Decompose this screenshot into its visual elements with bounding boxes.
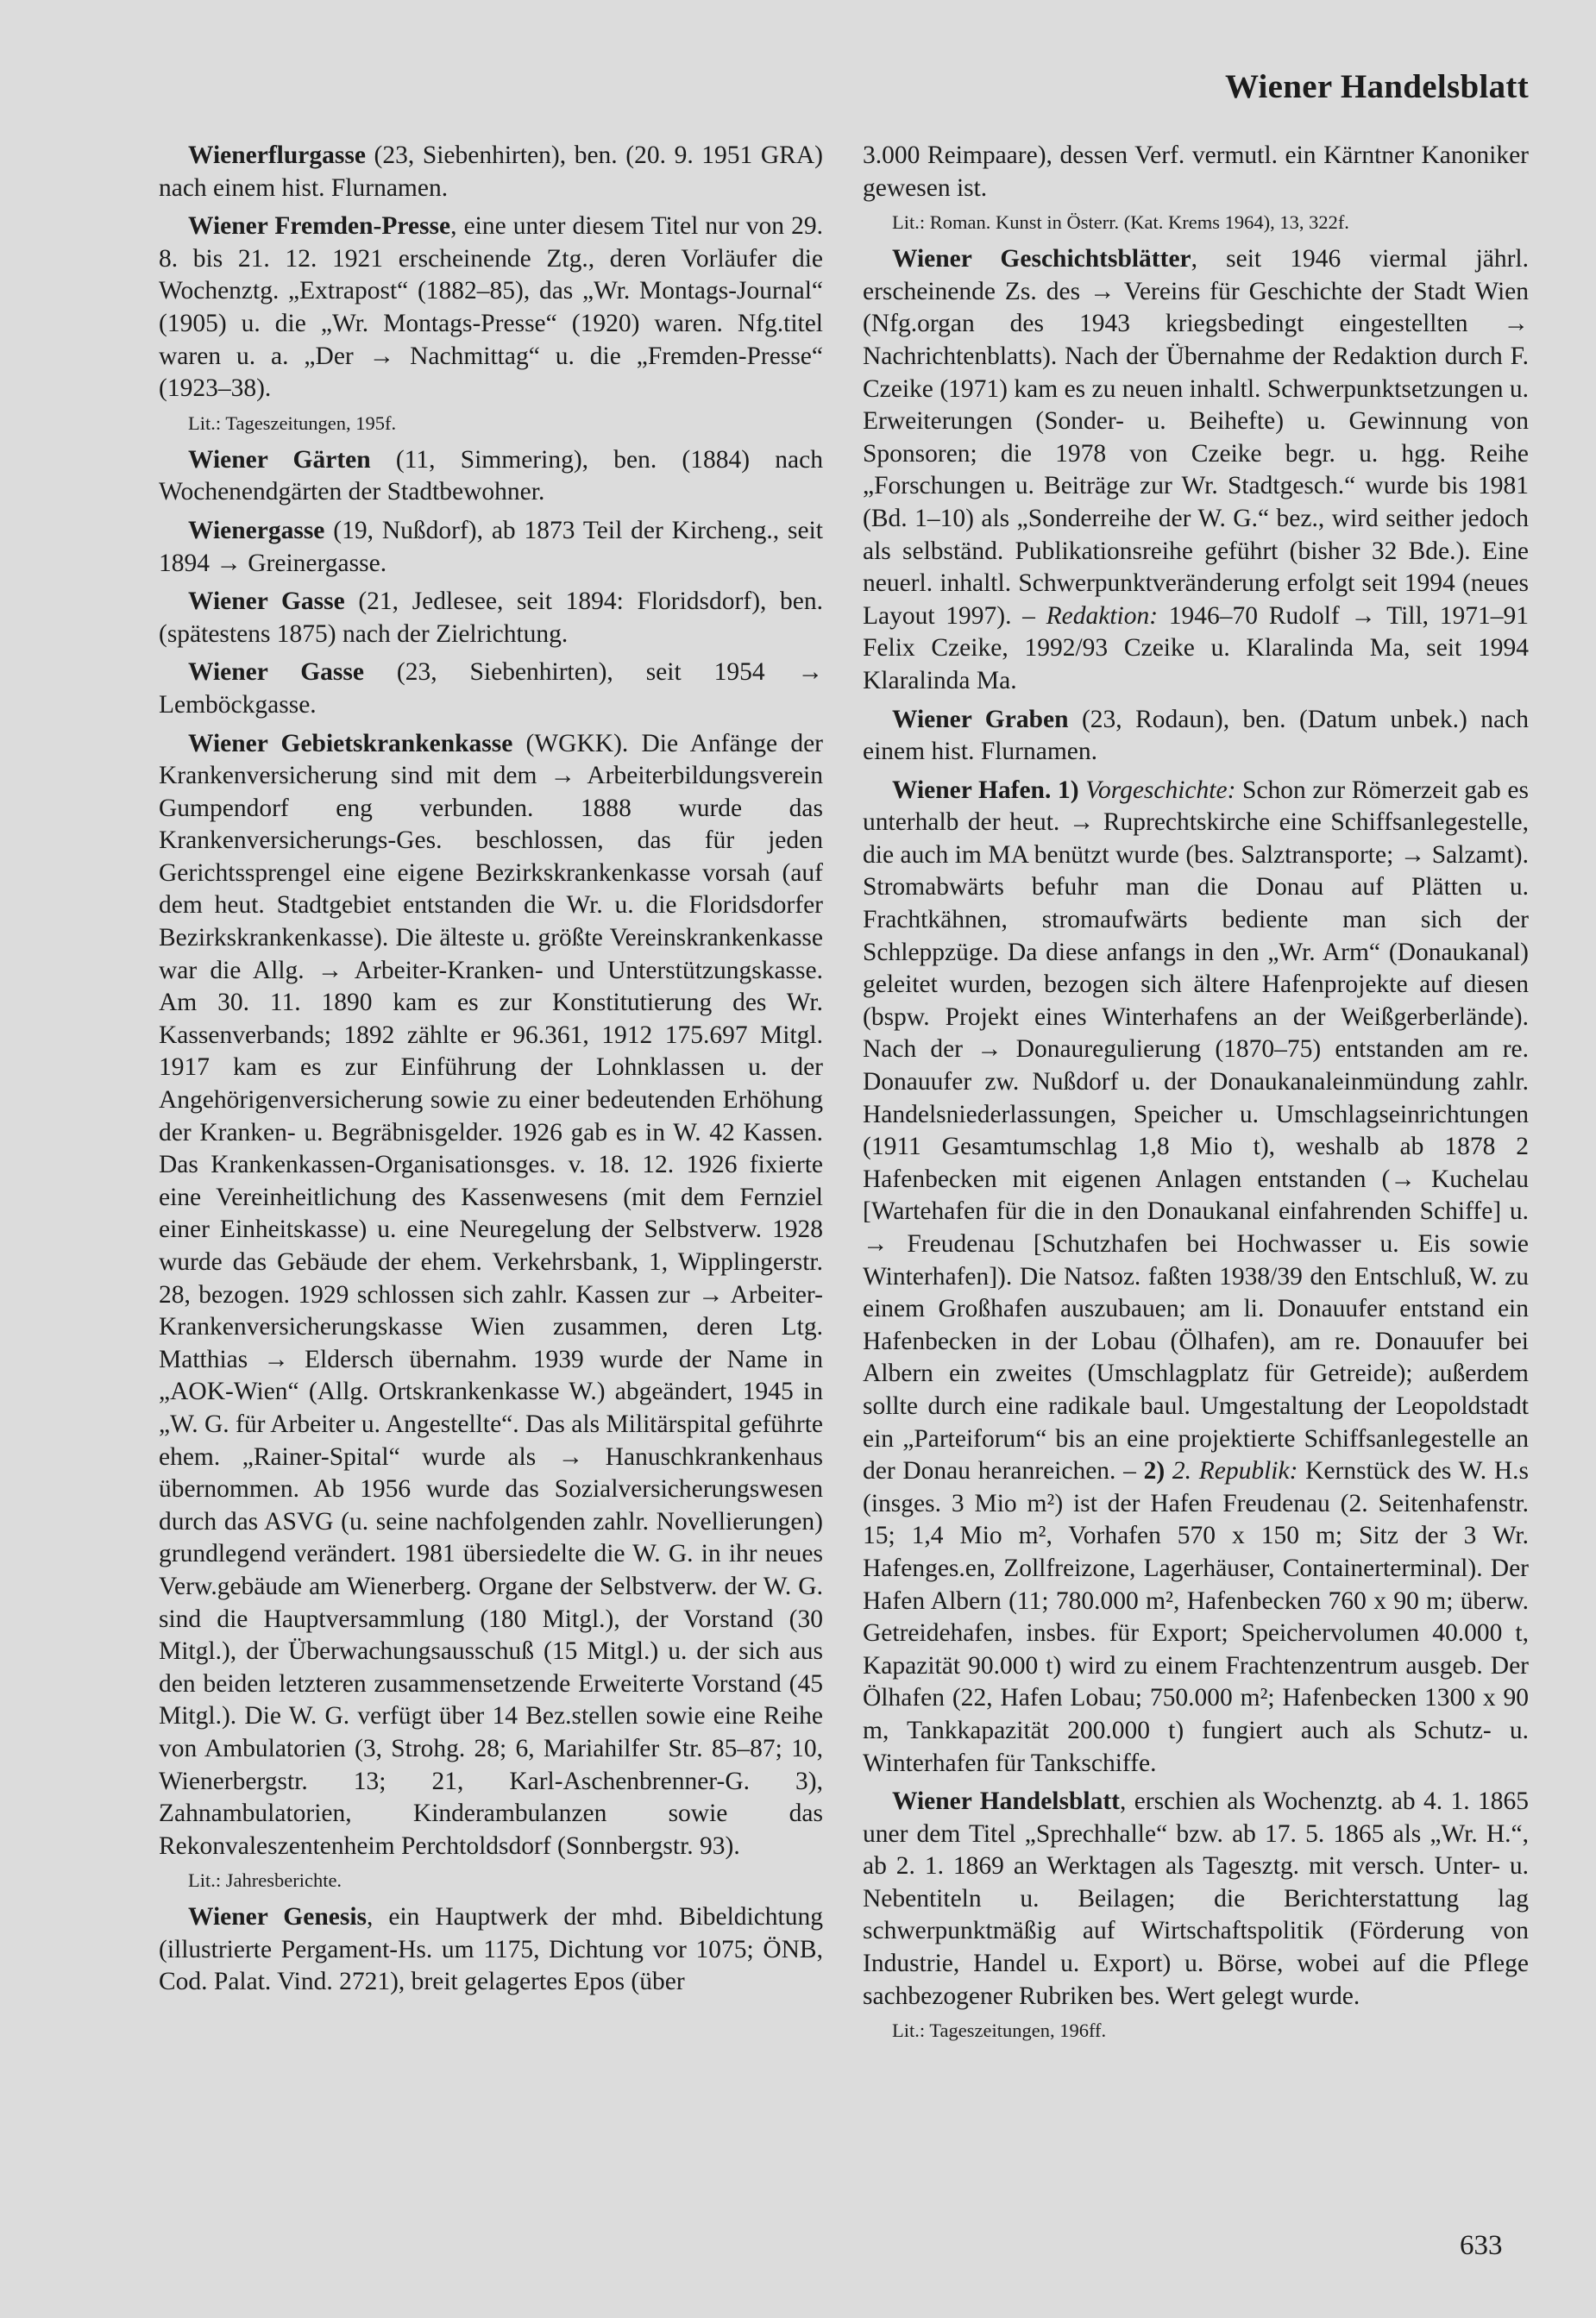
entry-headword: Wiener Fremden-Presse bbox=[188, 212, 451, 241]
entry-text: (11, Simmering), ben. (1884) nach Wochenendgärten der Stadtbewohner. bbox=[159, 445, 823, 506]
entry-text: (23, Rodaun), ben. (Datum unbek.) nach einem hist. Flurnamen. bbox=[863, 705, 1529, 766]
entry-headword: Wiener Geschichtsblätter bbox=[892, 245, 1191, 273]
entry-text: , erschien als Wochenztg. ab 4. 1. 1865 uner dem Titel „Sprechhalle“ bzw. ab 17. 5. 1865 als „Wr. H.“, ab 2. 1. 1869 an Werktagen als Tagesztg. mit versch. Unter- u. Nebentiteln u. Beilagen; die Berichterstattung lag schwerpunktmäßig auf Wirtschaftspolitik (Förderung von Industrie, Handel u. Export) u. Börse, wobei auf die Pflege sachbezogener Rubriken bes. Wert gelegt wurde. bbox=[863, 1787, 1529, 2010]
entry-text: 1946–70 Rudolf → Till, 1971–91 Felix Czeike, 1992/93 Czeike u. Klaralinda Ma, seit 1994 Klaralinda Ma. bbox=[863, 601, 1530, 694]
entry-text: Schon zur Römerzeit gab es unterhalb der heut. → Ruprechtskirche eine Schiffsanlegestelle, die auch im MA benützt wurde (bes. Salztransporte; → Salzamt). Stromabwärts befuhr man die Donau auf Plätten u. Frachtkähnen, stromaufwärts bediente man sich der Schleppzüge. Da diese anfangs in den „Wr. Arm“ (Donaukanal) geleitet wurden, bezogen sich ältere Hafenprojekte auf diesen (bspw. Projekt eines Winterhafens an der Weißgerberlände). Nach der → Donauregulierung (1870–75) entstanden am re. Donauufer zw. Nußdorf u. der Donaukanaleinmündung zahlr. Handelsniederlassungen, Speicher u. Umschlagseinrichtungen (1911 Gesamtumschlag 1,8 Mio t), weshalb ab 1878 2 Hafenbecken mit eigenen Anlagen entstanden (→ Kuchelau [Wartehafen für die in den Donaukanal einfahrenden Schiffe] u. → Freudenau [Schutzhafen bei Hochwasser u. Eis sowie Winterhafen]). Die Natsoz. faßten 1938/39 den Entschluß, W. zu einem Großhafen auszubauen; am li. Donauufer entstand ein Hafenbecken in der Lobau (Ölhafen), am re. Donauufer bei Albern ein zweites (Umschlagplatz für Getreide); außerdem sollte durch eine radikale baul. Umgestaltung der Leopoldstadt ein „Parteiforum“ bis an eine projektierte Schiffsanlegestelle an der Donau heranreichen. – bbox=[863, 776, 1530, 1486]
dictionary-entry bbox=[159, 586, 823, 650]
entry-text: , seit 1946 viermal jährl. erscheinende Zs. des → Vereins für Geschichte der Stadt Wien (Nfg.organ des 1943 kriegsbedingt eingestellten → Nachrichtenblatts). Nach der Übernahme der Redaktion durch F. Czeike (1971) kam es zu neuen inhaltl. Schwerpunktsetzungen u. Erweiterungen (Sonder- u. Beihefte) u. Gewinnung von Sponsoren; die 1978 von Czeike begr. u. hgg. Reihe „Forschungen u. Beiträge zur Wr. Stadtgesch.“ wurde bis 1981 (Bd. 1–10) als „Sonderreihe der W. G.“ bez., wird seither jedoch als selbständ. Publikationsreihe geführt (bisher 32 Bde.). Eine neuerl. inhaltl. Schwerpunktveränderung erfolgt seit 1994 (neues Layout 1997). – bbox=[863, 245, 1530, 630]
literature-note: Lit.: Jahresberichte. bbox=[188, 1869, 342, 1892]
literature-note: Lit.: Tageszeitungen, 195f. bbox=[188, 411, 397, 434]
entry-text: (19, Nußdorf), ab 1873 Teil der Kircheng., seit 1894 → Greinergasse. bbox=[159, 516, 823, 577]
dictionary-entry bbox=[159, 515, 823, 580]
page-number: 633 bbox=[1460, 2230, 1503, 2261]
dictionary-entry bbox=[159, 656, 823, 721]
left-column bbox=[159, 140, 823, 2005]
entry-wiener-graben bbox=[863, 704, 1529, 769]
entry-headword: Wiener Gasse bbox=[188, 658, 364, 687]
entry-continuation: 3.000 Reimpaare), dessen Verf. vermutl. ein Kärntner Kanoniker gewesen ist. bbox=[863, 141, 1529, 202]
entry-headword: Wiener Graben bbox=[892, 705, 1069, 733]
entry-text: (23, Siebenhirten), ben. (20. 9. 1951 GRA) nach einem hist. Flurnamen. bbox=[159, 141, 823, 202]
section-number: 1) bbox=[1051, 776, 1086, 804]
entry-headword: Wiener Genesis bbox=[188, 1903, 367, 1932]
right-column bbox=[863, 140, 1529, 2051]
entry-wiener-geschichtsblaetter bbox=[863, 243, 1529, 697]
dictionary-entry bbox=[159, 140, 823, 204]
dictionary-entry bbox=[159, 1901, 823, 1999]
literature-note: Lit.: Tageszeitungen, 196ff. bbox=[892, 2020, 1107, 2042]
entry-wiener-handelsblatt bbox=[863, 1786, 1529, 2013]
entry-text: Kernstück des W. H.s (insges. 3 Mio m²) ist der Hafen Freudenau (2. Seitenhafenstr. 15; 1,4 Mio m², Vorhafen 570 x 150 m; Sitz der 3 Wr. Hafenges.en, Zollfreizone, Lagerhäuser, Containerterminal). Der Hafen Albern (11; 780.000 m², Hafenbecken 760 x 90 m; überw. Getreidehafen, insbes. für Export; Speichervolumen 40.000 t, Kapazität 90.000 t) wird zu einem Frachtenzentrum ausgeb. Der Ölhafen (22, Hafen Lobau; 750.000 m²; Hafenbecken 1300 x 90 m, Tankkapazität 200.000 t) fungiert auch als Schutz- u. Winterhafen für Tankschiffe. bbox=[863, 1457, 1529, 1777]
entry-headword: Wienerflurgasse bbox=[188, 141, 366, 169]
entry-headword: Wiener Gebietskrankenkasse bbox=[188, 729, 513, 757]
entry-text: , eine unter diesem Titel nur von 29. 8. bis 21. 12. 1921 erscheinende Ztg., deren Vorläufer die Wochenztg. „Extrapost“ (1882–85), das „Wr. Montags-Journal“ (1905) u. die „Wr. Montags-Presse“ (1920) waren. Nfg.titel waren u. a. „Der → Nachmittag“ u. die „Fremden-Presse“ (1923–38). bbox=[159, 212, 824, 403]
running-head: Wiener Handelsblatt bbox=[1224, 68, 1529, 105]
dictionary-entry bbox=[159, 210, 823, 405]
entry-headword: Wiener Gasse bbox=[188, 587, 345, 616]
dictionary-entry bbox=[159, 728, 823, 1863]
entry-text: (21, Jedlesee, seit 1894: Floridsdorf), ben. (spätestens 1875) nach der Zielrichtung. bbox=[159, 587, 823, 648]
entry-text: , ein Hauptwerk der mhd. Bibeldichtung (illustrierte Pergament-Hs. um 1175, Dichtung vor 1075; ÖNB, Cod. Palat. Vind. 2721), breit gelagertes Epos (über bbox=[159, 1903, 823, 1996]
section-number: 2) bbox=[1143, 1457, 1166, 1486]
entry-text: (23, Siebenhirten), seit 1954 → Lemböckgasse. bbox=[159, 658, 823, 719]
entry-headword: Wienergasse bbox=[188, 516, 325, 544]
dictionary-entry bbox=[159, 444, 823, 509]
entry-headword: Wiener Gärten bbox=[188, 445, 371, 474]
entry-text: (WGKK). Die Anfänge der Krankenversicherung sind mit dem → Arbeiterbildungsverein Gumpendorf eng verbunden. 1888 wurde das Krankenversicherungs-Ges. beschlossen, das für jeden Gerichtssprengel eine eigene Bezirkskrankenkasse vorsah (auf dem heut. Stadtgebiet entstanden die Wr. u. die Floridsdorfer Bezirkskrankenkasse). Die älteste u. größte Vereinskrankenkasse war die Allg. → Arbeiter-Kranken- und Unterstützungskasse. Am 30. 11. 1890 kam es zur Konstitutierung des Wr. Kassenverbands; 1892 zählte er 96.361, 1912 175.697 Mitgl. 1917 kam es zur Einführung der Lohnklassen u. der Angehörigenversicherung sowie zu einer bedeutenden Erhöhung der Kranken- u. Begräbnisgelder. 1926 gab es in W. 42 Kassen. Das Krankenkassen-Organisationsges. v. 18. 12. 1926 fixierte eine Vereinheitlichung des Kassenwesens (mit dem Fernziel einer Einheitskasse) u. eine Neuregelung der Selbstverw. 1928 wurde das Gebäude der ehem. Verkehrsbank, 1, Wipplingerstr. 28, bezogen. 1929 schlossen sich zahlr. Kassen zur → Arbeiter-Krankenversicherungskasse Wien zusammen, deren Ltg. Matthias → Eldersch übernahm. 1939 wurde der Name in „AOK-Wien“ (Allg. Ortskrankenkasse W.) abgeändert, 1945 in „W. G. für Arbeiter u. Angestellte“. Das als Militärspital geführte ehem. „Rainer-Spital“ wurde als → Hanuschkrankenhaus übernommen. Ab 1956 wurde das Sozialversicherungswesen durch das ASVG (u. seine nachfolgenden zahlr. Novellierungen) grundlegend verändert. 1981 übersiedelte die W. G. in ihr neues Verw.gebäude am Wienerberg. Organe der Selbstverw. der W. G. sind die Hauptversammlung (180 Mitgl.), der Vorstand (30 Mitgl.), der Überwachungsausschuß (15 Mitgl.) u. der sich aus den beiden letzteren zusammensetzende Erweiterte Vorstand (45 Mitgl.). Die W. G. verfügt über 14 Bez.stellen sowie eine Reihe von Ambulatorien (3, Strohg. 28; 6, Mariahilfer Str. 85–87; 10, Wienerbergstr. 13; 21, Karl-Aschenbrenner-G. 3), Zahnambulatorien, Kinderambulanzen sowie das Rekonvaleszentenheim Perchtoldsdorf (Sonnbergstr. 93). bbox=[159, 729, 823, 1860]
entry-label: Redaktion: bbox=[1046, 601, 1159, 630]
literature-note: Lit.: Roman. Kunst in Österr. (Kat. Krems 1964), 13, 322f. bbox=[892, 211, 1349, 234]
entry-label: Vorgeschichte: bbox=[1085, 776, 1236, 804]
entry-headword: Wiener Handelsblatt bbox=[892, 1787, 1120, 1816]
entry-label: 2. Republik: bbox=[1165, 1457, 1298, 1486]
entry-wiener-hafen bbox=[863, 775, 1529, 1780]
entry-headword: Wiener Hafen. bbox=[892, 776, 1052, 804]
